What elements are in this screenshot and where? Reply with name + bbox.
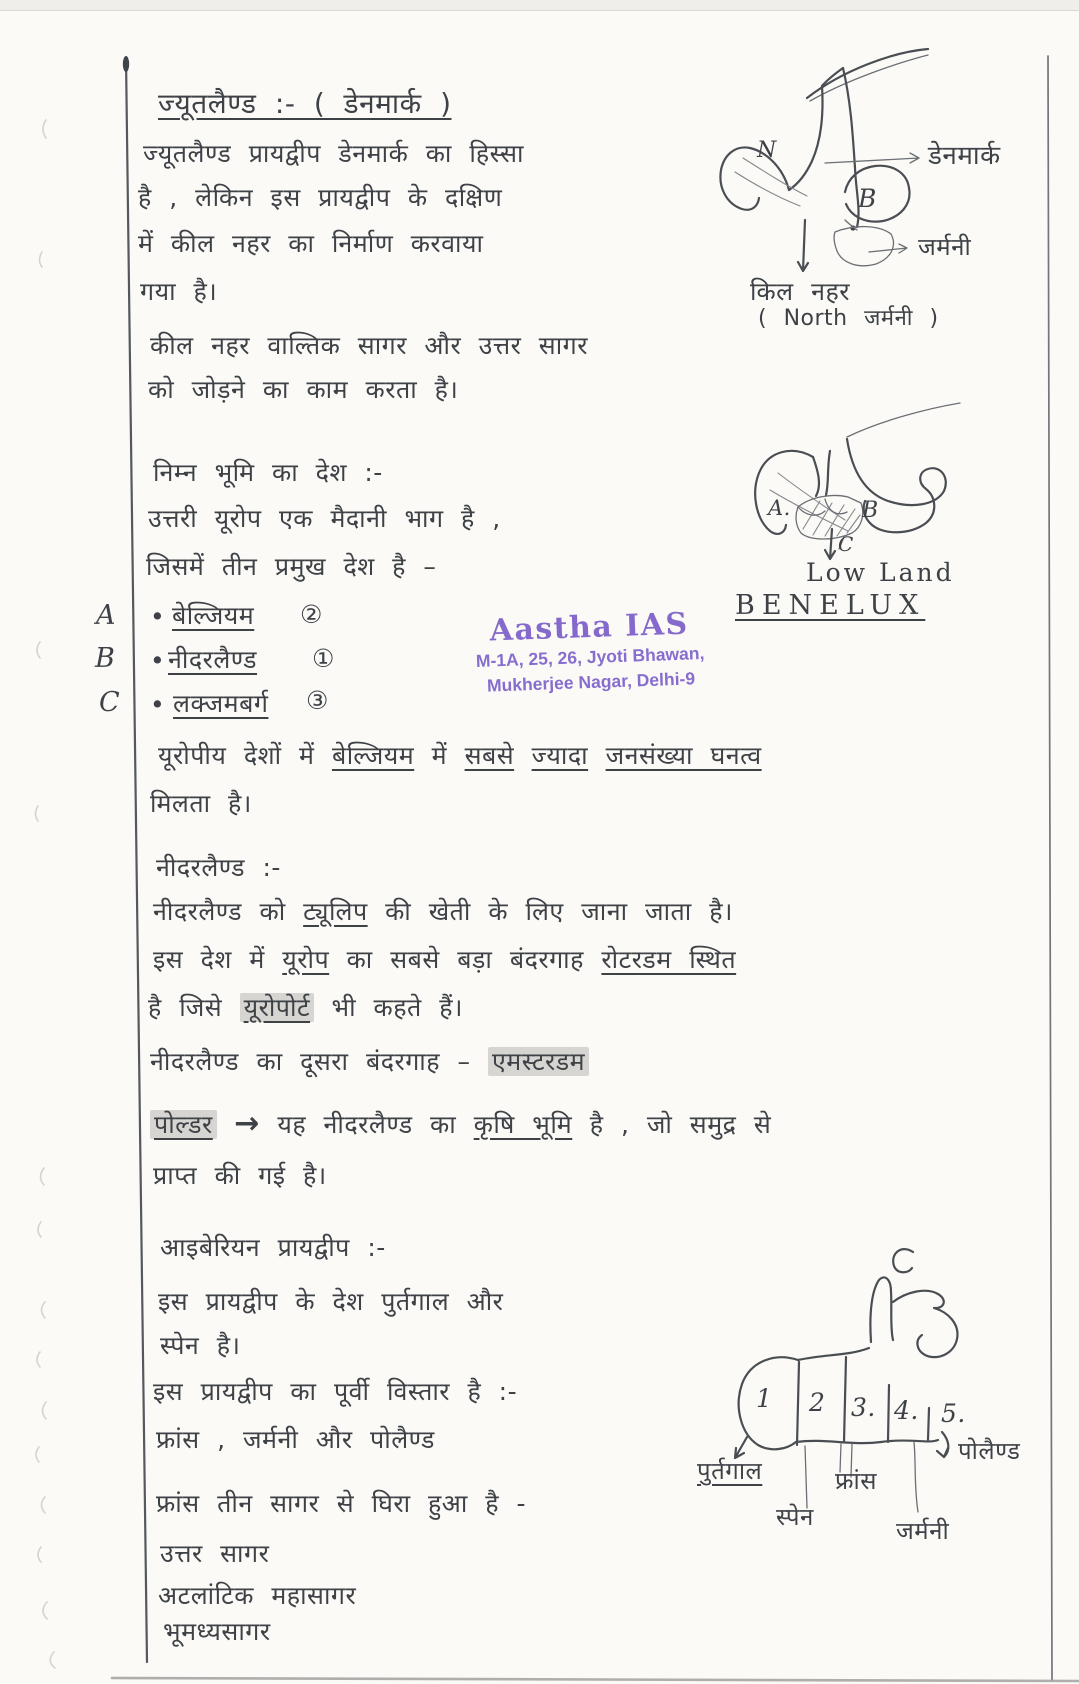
iberia-line-3: इस प्रायद्वीप का पूर्वी विस्तार है :- (153, 1377, 518, 1406)
rank-luxembourg: ③ (306, 686, 329, 715)
sea-north: उत्तर सागर (160, 1539, 270, 1568)
population-seg-4: सबसे (464, 741, 515, 770)
benelux-label-a: A. (768, 496, 791, 520)
population-seg-3: में (431, 741, 448, 770)
lowland-line-2: जिसमें तीन प्रमुख देश है – (146, 552, 437, 581)
stamp-address-1: M-1A, 25, 26, Jyoti Bhawan, (475, 643, 705, 671)
margin-letter-a: A (96, 600, 116, 631)
nl-l2-rotterdam: रोटरडम स्थित (601, 945, 737, 974)
nl-l2-c: का सबसे बड़ा बंदरगाह (346, 945, 584, 974)
rank-belgium: ② (300, 600, 323, 629)
polder-seg-1: यह नीदरलैण्ड का (277, 1110, 457, 1139)
nl-l3-a: है जिसे (148, 993, 223, 1022)
polder-seg-3: है , जो समुद्र से (589, 1110, 772, 1139)
iberia-region-3: 3. (851, 1393, 876, 1422)
population-line-2: मिलता है। (150, 789, 252, 818)
jutland-line-4: गया है। (140, 277, 218, 306)
iberia-line-2: स्पेन है। (160, 1331, 241, 1360)
population-seg-belgium: बेल्जियम (331, 741, 415, 770)
nl-l3-c: भी कहते हैं। (331, 993, 463, 1022)
denmark-compass-n: N (757, 138, 777, 163)
heading-lowland: निम्न भूमि का देश :- (153, 458, 383, 487)
north-germany-caption: ( North जर्मनी ) (758, 306, 939, 331)
netherlands-line-2 (153, 942, 736, 976)
france-seas-intro: फ्रांस तीन सागर से घिरा हुआ है - (156, 1489, 527, 1518)
population-seg-1: यूरोपीय देशों में (158, 741, 315, 770)
right-arrow-icon: → (234, 1106, 260, 1141)
benelux-label-c: C (838, 532, 854, 556)
iberia-line-4: फ्रांस , जर्मनी और पोलैण्ड (156, 1425, 435, 1454)
jutland-line-3: में कील नहर का निर्माण करवाया (138, 229, 484, 258)
nl-l2-a: इस देश में (153, 945, 265, 974)
polder-line-2: प्राप्त की गई है। (153, 1161, 327, 1190)
sea-atlantic: अटलांटिक महासागर (158, 1581, 357, 1610)
netherlands-line-3 (148, 990, 463, 1024)
iberia-line-1: इस प्रायद्वीप के देश पुर्तगाल और (158, 1287, 504, 1316)
bullet-icon: • (150, 646, 166, 675)
kiel-line-1: कील नहर वाल्तिक सागर और उत्तर सागर (150, 331, 588, 360)
netherlands-line-1 (153, 894, 733, 928)
netherlands-line-4 (150, 1044, 589, 1078)
nl-l4-a: नीदरलैण्ड का दूसरा बंदरगाह – (150, 1047, 471, 1076)
spain-label: स्पेन (776, 1503, 814, 1531)
list-item-netherlands: नीदरलैण्ड (168, 645, 258, 674)
heading-iberia: आइबेरियन प्रायद्वीप :- (160, 1233, 386, 1262)
jutland-line-1: ज्यूतलैण्ड प्रायद्वीप डेनमार्क का हिस्सा (143, 139, 524, 168)
heading-netherlands: नीदरलैण्ड :- (156, 853, 281, 882)
nl-l1-tulip: ट्यूलिप (303, 897, 368, 926)
nl-l1-c: की खेती के लिए जाना जाता है। (385, 897, 733, 926)
list-item-belgium: बेल्जियम (172, 601, 255, 630)
nl-l3-europort: यूरोपोर्ट (240, 993, 314, 1022)
population-line (158, 738, 762, 772)
iberia-region-2: 2 (809, 1388, 826, 1417)
population-seg-6: जनसंख्या घनत्व (605, 741, 762, 770)
germany-label-iberia: जर्मनी (896, 1517, 950, 1545)
france-label: फ्रांस (835, 1467, 877, 1495)
germany-label: जर्मनी (918, 233, 972, 261)
sea-mediterranean: भूमध्यसागर (163, 1617, 271, 1646)
iberia-region-4: 4. (894, 1396, 919, 1425)
benelux-caption: BENELUX (735, 590, 926, 621)
stamp-title: Aastha IAS (488, 606, 690, 649)
nl-l2-europe: यूरोप (282, 945, 330, 974)
bullet-icon: • (150, 690, 166, 719)
benelux-label-b: B (862, 498, 879, 523)
portugal-label: पुर्तगाल (697, 1457, 763, 1485)
kiel-canal-caption: किल नहर (750, 277, 850, 306)
polder-seg-2: कृषि भूमि (473, 1110, 573, 1139)
denmark-label: डेनमार्क (928, 141, 1001, 171)
jutland-line-2: है , लेकिन इस प्रायद्वीप के दक्षिण (138, 183, 503, 212)
kiel-line-2: को जोड़ने का काम करता है। (148, 375, 459, 404)
bullet-icon: • (150, 602, 166, 631)
polder-term: पोल्डर (150, 1110, 217, 1139)
scan-top-edge (0, 0, 1079, 11)
rank-netherlands: ① (312, 644, 335, 673)
lowland-line-1: उत्तरी यूरोप एक मैदानी भाग है , (148, 504, 501, 533)
population-seg-5: ज्यादा (531, 741, 589, 770)
heading-jutland: ज्यूतलैण्ड :- ( डेनमार्क ) (158, 87, 452, 120)
lowland-caption: Low Land (806, 558, 955, 587)
aastha-ias-stamp (439, 605, 742, 700)
denmark-label-b: B (858, 184, 877, 213)
iberia-region-5: 5. (941, 1399, 966, 1428)
nl-l4-amsterdam: एमस्टरडम (488, 1047, 589, 1076)
iberia-region-1: 1 (756, 1384, 773, 1413)
margin-letter-c: C (99, 687, 121, 718)
polder-line (150, 1106, 771, 1141)
list-item-luxembourg: लक्जमबर्ग (173, 689, 269, 718)
nl-l1-a: नीदरलैण्ड को (153, 897, 286, 926)
poland-label: पोलैण्ड (958, 1437, 1021, 1465)
stamp-address-2: Mukherjee Nagar, Delhi-9 (486, 668, 696, 696)
margin-letter-b: B (95, 643, 116, 674)
